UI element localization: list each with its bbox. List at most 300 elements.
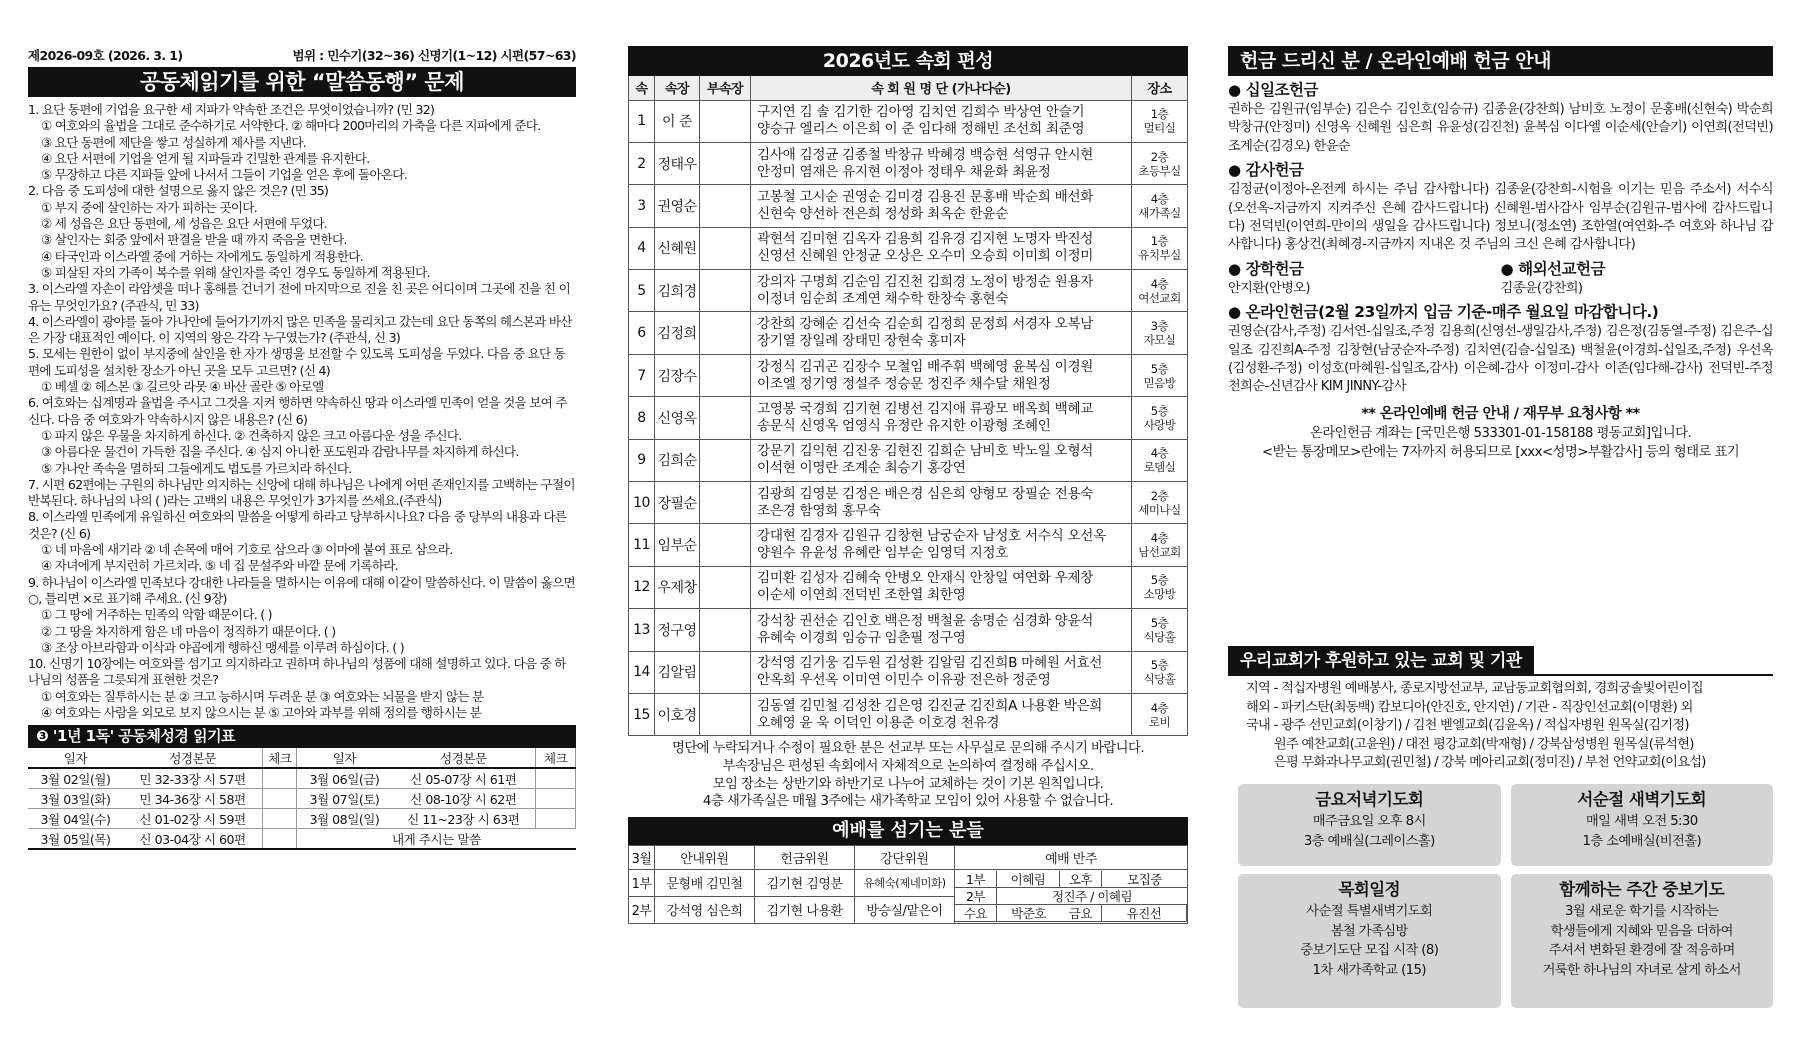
- cell-leader: 권영순: [655, 185, 700, 227]
- place-floor: 3층: [1150, 319, 1169, 334]
- place-room: 자모실: [1143, 333, 1176, 348]
- info-box: [1511, 874, 1774, 1008]
- schedule-cell: 민 32-33장 시 57편: [123, 768, 263, 789]
- members-line-1: 김동열 김민철 김성찬 김은영 김진균 김진희A 나용환 박은희: [757, 697, 1103, 714]
- place-room: 초등부실: [1138, 163, 1181, 178]
- members-line-1: 강의자 구명희 김순임 김진천 김희경 노정이 방정순 원용자: [757, 273, 1094, 290]
- cell-row: [629, 312, 1188, 354]
- question-option: ③ 살인자는 회중 앞에서 판결을 받을 때 까지 죽음을 면한다.: [41, 232, 347, 248]
- cell-place: [1132, 185, 1188, 227]
- cell-subleader: [700, 100, 751, 142]
- place-floor: 1층: [1150, 107, 1169, 122]
- members-line-1: 강정식 김귀곤 김장수 모철임 배주휘 백혜영 윤복심 이경원: [757, 358, 1094, 375]
- cell-place: [1132, 270, 1188, 312]
- info-box-line: 주셔서 변화된 환경에 잘 적응하며: [1548, 943, 1735, 958]
- cell-note: 부속장님은 편성된 속회에서 자체적으로 논의하여 결정해 주십시오.: [722, 758, 1094, 774]
- cell-subleader: [700, 185, 751, 227]
- cell-place: [1132, 439, 1188, 481]
- cell-members: [751, 312, 1132, 354]
- cell-row: [629, 270, 1188, 312]
- cell-header: 장소: [1132, 76, 1188, 100]
- cell-row: [629, 524, 1188, 566]
- schedule-cell: 3월 03일(화): [28, 789, 123, 809]
- online-memo-guide: <받는 통장메모>란에는 7자까지 허용되므로 [xxx<성명>부활감사] 등의 형태로 표기: [1261, 444, 1740, 460]
- support-line: 은평 무화과나무교회(권민철) / 강북 메아리교회(정미진) / 부천 언약교회(이요섭): [1246, 755, 1706, 770]
- question-text: 7. 시편 62편에는 구원의 하나님만 의지하는 신앙에 대해 하나님은 나에게 어떤 존재인지를 고백하는 구절이 반복된다. 하나님의 나의 ( )라는 고백의 내용은 무엇인가 3가지를 쓰세요.(주관식): [28, 476, 575, 509]
- cell-subleader: [700, 651, 751, 693]
- question-text: 8. 이스라엘 민족에게 유일하신 여호와의 말씀을 어떻게 하라고 당부하시나요? 다음 중 당부의 내용과 다른 것은? (신 6): [28, 509, 567, 541]
- info-box: [1511, 784, 1774, 866]
- cell-number: 5: [629, 270, 655, 312]
- cell-leader: 장필순: [655, 482, 700, 524]
- cell-leader: 임부순: [655, 524, 700, 566]
- place-floor: 5층: [1150, 403, 1169, 418]
- offering-list: [1228, 80, 1773, 462]
- cell-members: [751, 651, 1132, 693]
- cell-number: 15: [629, 693, 655, 735]
- question-text: 2. 다음 중 도피성에 대한 설명으로 옳지 않은 것은? (민 35): [28, 183, 329, 199]
- cell-members: [751, 566, 1132, 608]
- music-name-wed: 박준호: [997, 905, 1060, 922]
- cell-row: [629, 651, 1188, 693]
- schedule-cell[interactable]: [263, 768, 297, 789]
- cell-members: [751, 693, 1132, 735]
- members-line-1: 구지연 김 솔 김기한 김아영 김치연 김희수 박상연 안슬기: [757, 104, 1085, 121]
- schedule-cell: 3월 08일(일): [297, 809, 392, 829]
- cell-subleader: [700, 482, 751, 524]
- question-option: ① 부지 중에 살인하는 자가 피하는 곳이다.: [41, 199, 257, 215]
- quiz-question: [28, 656, 576, 721]
- cell-members: [751, 270, 1132, 312]
- schedule-row: [28, 809, 576, 829]
- music-part-wed: 수요: [955, 905, 997, 922]
- cell-title: 2026년도 속회 편성: [628, 46, 1188, 76]
- serve-guide-1: 문형배 김민철: [655, 869, 755, 896]
- members-line-1: 강대현 김경자 김원규 김창현 남궁순자 남성호 서수식 오선옥: [757, 528, 1106, 545]
- info-box-line: 봄철 가족심방: [1330, 923, 1408, 939]
- info-box-line: 매주금요일 오후 8시: [1312, 814, 1426, 829]
- question-option: ④ 자녀에게 부지런히 가르치라. ⑤ 네 집 문설주와 바깥 문에 기록하라.: [41, 558, 398, 574]
- members-line-2: 이정녀 임순희 조계연 채수학 한창숙 홍현숙: [757, 290, 1009, 307]
- members-line-2: 양원수 유윤성 유혜란 임부순 임영덕 지정호: [757, 545, 1009, 562]
- place-floor: 5층: [1150, 361, 1169, 376]
- place-room: 소망방: [1143, 587, 1176, 602]
- quiz-title: 공동체읽기를 위한 “말씀동행” 문제: [28, 67, 576, 97]
- members-line-2: 장기열 장일례 장태민 장현숙 홍미자: [757, 333, 966, 350]
- question-option: ② 그 땅을 차지하게 함은 네 마음이 정직하기 때문이다. ( ): [41, 623, 336, 639]
- thanks-heading: ● 감사헌금: [1228, 161, 1304, 180]
- quiz-question: [28, 575, 576, 656]
- cell-number: 2: [629, 142, 655, 184]
- cell-place: [1132, 142, 1188, 184]
- online-account: 온라인헌금 계좌는 [국민은행 533301-01-158188 평동교회]입니다.: [1309, 425, 1692, 441]
- cell-members: [751, 482, 1132, 524]
- members-line-2: 송문식 신영옥 엄영식 유정란 유지한 이광형 조혜인: [757, 417, 1051, 434]
- info-box-line: 사순절 특별새벽기도회: [1306, 904, 1433, 919]
- cell-leader: 신영옥: [655, 397, 700, 439]
- cell-row: [629, 354, 1188, 396]
- place-floor: 5층: [1150, 658, 1169, 673]
- info-box-line: 3층 예배실(그레이스홀): [1303, 833, 1435, 849]
- question-option: ⑤ 가나안 족속을 멸하되 그들에게도 법도를 가르치라 하신다.: [41, 460, 352, 476]
- serve-guide-2: 강석영 심은희: [655, 896, 755, 923]
- cell-members: [751, 354, 1132, 396]
- schedule-header: 성경본문: [123, 748, 263, 768]
- place-room: 세미나실: [1138, 502, 1181, 517]
- serve-offer-1: 김기현 김영분: [755, 869, 855, 896]
- place-room: 믿음방: [1143, 375, 1176, 390]
- scholarship-heading: ● 장학헌금: [1228, 259, 1304, 278]
- place-room: 식당홀: [1143, 629, 1176, 644]
- support-title: 우리교회가 후원하고 있는 교회 및 기관: [1228, 646, 1534, 676]
- question-option: ③ 요단 동편에 제단을 쌓고 성실하게 제사를 지낸다.: [41, 134, 306, 150]
- members-line-2: 안정미 염재은 유지현 이정아 정태우 채윤화 최윤정: [757, 163, 1051, 180]
- question-option: ① 파지 않은 우물을 차지하게 하신다. ② 건축하지 않은 크고 아름다운 성을 주신다.: [41, 427, 462, 443]
- members-line-2: 이석현 이영란 조계순 최승기 홍강연: [757, 460, 966, 477]
- place-room: 남선교회: [1138, 545, 1181, 560]
- cell-row: [629, 609, 1188, 651]
- offering-title: 헌금 드리신 분 / 온라인예배 헌금 안내: [1228, 46, 1773, 76]
- question-option: ① 여호와의 율법을 그대로 준수하기로 서약한다. ② 해마다 200마리의 가축을 다른 지파에게 준다.: [41, 118, 541, 134]
- cell-leader: 김희순: [655, 439, 700, 481]
- music-name-pm: 모집중: [1102, 871, 1187, 888]
- schedule-cell: 3월 05일(목): [28, 829, 123, 850]
- cell-place: [1132, 312, 1188, 354]
- cell-place: [1132, 651, 1188, 693]
- place-room: 유치부실: [1138, 248, 1181, 263]
- members-line-2: 유혜숙 이경희 임승규 임춘필 정구영: [757, 629, 966, 646]
- online-names: 권영순(감사,주정) 김서연-십일조,주정 김용희(신영선-생일감사,주정) 김은정(김동열-주정) 김은주-십일조 김진희A-주정 김창현(남궁순자-주정) 김치연(김슬-십일조) 백철윤(이경희-십일조,주정) 우선옥(김성환-주정) 이성호(마혜원-십일조,감사) 이은혜-감사 이정미-감사 이존(임다해-감사) 전덕빈-주정 천희순-신년감사 KIM JINNY-감사: [1228, 324, 1773, 395]
- schedule-cell: 민 34-36장 시 58편: [123, 789, 263, 809]
- cell-leader: 이 준: [655, 100, 700, 142]
- info-boxes: [1238, 784, 1773, 1008]
- place-floor: 4층: [1150, 700, 1169, 715]
- issue-number: 제2026-09호 (2026. 3. 1): [28, 48, 183, 63]
- schedule-cell: 신 08-10장 시 62편: [392, 789, 536, 809]
- schedule-cell: 3월 04일(수): [28, 809, 123, 829]
- members-line-1: 고봉철 고시순 권영순 김미경 김용진 문홍배 박순희 배선화: [757, 188, 1094, 205]
- cell-number: 13: [629, 609, 655, 651]
- serve-part-2: 2부: [629, 896, 655, 923]
- cell-place: [1132, 566, 1188, 608]
- reading-scope: 범위 : 민수기(32~36) 신명기(1~12) 시편(57~63): [292, 48, 576, 63]
- cell-row: [629, 397, 1188, 439]
- support-divider: [1228, 674, 1773, 676]
- place-room: 로뎀실: [1143, 460, 1176, 475]
- question-option: ① 그 땅에 거주하는 민족의 악함 때문이다. ( ): [41, 607, 272, 623]
- cell-members: [751, 185, 1132, 227]
- cell-subleader: [700, 270, 751, 312]
- members-line-1: 강문기 김익현 김진웅 김현진 김희순 남비호 박노일 오형석: [757, 443, 1094, 460]
- question-text: 6. 여호와는 십계명과 율법을 주시고 그것을 지켜 행하면 약속하신 땅과 이스라엘 민족이 얻을 것을 보여 주신다. 다음 중 여호와가 약속하시지 않은 내용은? (신 6): [28, 395, 567, 427]
- cell-number: 10: [629, 482, 655, 524]
- question-option: ② 세 성읍은 요단 동편에, 세 성읍은 요단 서편에 두었다.: [41, 216, 328, 232]
- tithe-names: 권하은 김원규(임부순) 김은수 김인호(임승규) 김종윤(강찬희) 남비호 노정이 문홍배(신현숙) 박순희 박창규(안정미) 신영옥 신혜원 심은희 유윤성(김진천) 윤복심 이다엘 이순세(안슬기) 이연희(전덕빈) 조계순(김경오) 한윤순: [1228, 102, 1773, 154]
- serve-head-guide: 안내위원: [655, 845, 755, 869]
- members-line-1: 강석창 권선순 김인호 백은정 백철윤 송명순 심경화 양윤석: [757, 612, 1094, 629]
- members-line-2: 신현숙 양선하 전은희 정성화 최옥순 한윤순: [757, 205, 1009, 222]
- question-option: ③ 아름다운 물건이 가득한 집을 주신다. ④ 심지 아니한 포도원과 감람나무를 차지하게 하신다.: [41, 444, 519, 460]
- info-box-line: 중보기도단 모집 시작 (8): [1300, 943, 1439, 958]
- info-box-line: 1차 새가족학교 (15): [1312, 962, 1426, 978]
- cell-number: 8: [629, 397, 655, 439]
- cell-subleader: [700, 312, 751, 354]
- cell-notes: [628, 740, 1188, 810]
- place-floor: 2층: [1150, 488, 1169, 503]
- cell-place: [1132, 227, 1188, 269]
- cell-subleader: [700, 227, 751, 269]
- cell-number: 9: [629, 439, 655, 481]
- place-floor: 5층: [1150, 615, 1169, 630]
- question-option: ④ 요단 서편에 기업을 얻게 될 지파들과 긴밀한 관계를 유지한다.: [41, 150, 370, 166]
- members-line-1: 곽현석 김미현 김옥자 김용희 김유경 김지현 노명자 박진성: [757, 231, 1094, 248]
- online-heading: ● 온라인헌금(2월 23일까지 입금 기준-매주 월요일 마감합니다.): [1228, 303, 1659, 322]
- schedule-cell[interactable]: [536, 789, 576, 809]
- cell-note: 명단에 누락되거나 수정이 필요한 분은 선교부 또는 사무실로 문의해 주시기 바랍니다.: [672, 741, 1144, 757]
- info-box: [1238, 784, 1501, 866]
- cell-leader: 정구영: [655, 609, 700, 651]
- cell-row: [629, 693, 1188, 735]
- cell-note: 4층 새가족실은 매월 3주에는 새가족학교 모임이 있어 사용할 수 없습니다.: [702, 794, 1114, 810]
- cell-place: [1132, 482, 1188, 524]
- place-room: 멀티실: [1143, 121, 1176, 136]
- quiz-question: [28, 509, 576, 574]
- support-line: 해외 - 파키스탄(최동백) 캄보디아(안진호, 안지연) / 기관 - 직장인선교회(이명환) 외: [1246, 699, 1693, 715]
- schedule-cell: 3월 07일(토): [297, 789, 392, 809]
- music-part-2: 2부: [955, 888, 997, 905]
- cell-subleader: [700, 439, 751, 481]
- schedule-cell[interactable]: [263, 829, 297, 850]
- question-option: ③ 조상 아브라함과 이삭과 야곱에게 행하신 맹세를 이루려 하심이다. ( ): [41, 639, 404, 655]
- schedule-header: 일자: [297, 748, 392, 768]
- place-floor: 4층: [1150, 276, 1169, 291]
- schedule-row: [28, 829, 576, 850]
- music-name-fri: 유진선: [1102, 905, 1187, 922]
- cell-leader: 우제창: [655, 566, 700, 608]
- quiz-question: [28, 183, 576, 281]
- cell-number: 6: [629, 312, 655, 354]
- quiz-question: [28, 395, 576, 476]
- cell-note: 모임 장소는 상반기와 하반기로 나누어 교체하는 것이 기본 원칙입니다.: [712, 776, 1104, 792]
- cell-number: 3: [629, 185, 655, 227]
- members-line-2: 이순세 이연희 전덕빈 조한열 최한영: [757, 587, 966, 604]
- quiz-question: [28, 102, 576, 183]
- cell-members: [751, 397, 1132, 439]
- issue-line: [28, 46, 576, 64]
- cell-place: [1132, 397, 1188, 439]
- serve-altar-2: 방승실/맡은이: [855, 896, 955, 923]
- question-option: ④ 타국인과 이스라엘 중에 거하는 자에게도 동일하게 적용한다.: [41, 248, 363, 264]
- question-text: 9. 하나님이 이스라엘 민족보다 강대한 나라들을 멸하시는 이유에 대해 이같이 말씀하신다. 이 말씀이 옳으면 ○, 틀리면 ×로 표기해 주세요. (신 9장): [28, 574, 575, 606]
- question-option: ④ 여호와는 사람을 외모로 보지 않으시는 분 ⑤ 고아와 과부를 위해 정의를 행하시는 분: [41, 704, 482, 720]
- cell-leader: 정태우: [655, 142, 700, 184]
- music-name-1: 이혜림: [997, 871, 1060, 888]
- mission-heading: ● 해외선교헌금: [1500, 259, 1605, 278]
- quiz-question: [28, 477, 576, 510]
- place-room: 새가족실: [1138, 205, 1181, 220]
- place-room: 여선교회: [1138, 290, 1181, 305]
- music-part-pm: 오후: [1060, 871, 1102, 888]
- cell-number: 11: [629, 524, 655, 566]
- cell-place: [1132, 354, 1188, 396]
- cell-table: [628, 76, 1188, 736]
- members-line-1: 김광희 김영분 김정은 배은경 심은희 양형모 장필순 전용숙: [757, 485, 1094, 502]
- place-floor: 2층: [1150, 149, 1169, 164]
- info-box-line: 1층 소예배실(비전홀): [1582, 833, 1702, 849]
- serve-head-offer: 헌금위원: [755, 845, 855, 869]
- cell-leader: 김장수: [655, 354, 700, 396]
- cell-row: [629, 482, 1188, 524]
- question-text: 10. 신명기 10장에는 여호와를 섬기고 의지하라고 권하며 하나님의 성품에 대해 설명하고 있다. 다음 중 하나님의 성품을 그릇되게 표현한 것은?: [28, 656, 566, 688]
- cell-number: 1: [629, 100, 655, 142]
- cell-number: 14: [629, 651, 655, 693]
- schedule-cell[interactable]: [536, 809, 576, 829]
- info-box-line: 3월 새로운 학기를 시작하는: [1565, 904, 1719, 919]
- serve-part-1: 1부: [629, 869, 655, 896]
- question-text: 3. 이스라엘 자손이 라암셋을 떠나 홍해를 건너기 전에 마지막으로 진을 친 곳은 어디이며 그곳에 진을 친 이유는 무엇인가요? (주관식, 민 33): [28, 281, 571, 313]
- support-line: 지역 - 적십자병원 예배봉사, 종로지방선교부, 교남동교회협의회, 경희궁솔빛어린이집: [1246, 681, 1703, 696]
- info-box: [1238, 874, 1501, 1008]
- info-box-line: 거룩한 하나님의 자녀로 살게 하소서: [1542, 962, 1741, 978]
- question-text: 5. 모세는 원한이 없이 부지중에 살인을 한 자가 생명을 보전할 수 있도록 도피성을 두었다. 다음 중 요단 동편에 도피성을 설치한 장소가 아닌 곳을 모두 고르면? (신 4): [28, 346, 566, 378]
- place-room: 로비: [1148, 714, 1171, 729]
- cell-leader: 신혜원: [655, 227, 700, 269]
- serve-music: [955, 869, 1188, 923]
- support-line: 국내 - 광주 선민교회(이창기) / 김천 벧엘교회(김윤옥) / 적십자병원 원목실(김기정): [1246, 718, 1689, 733]
- cell-leader: 김희경: [655, 270, 700, 312]
- support-list: [1246, 680, 1773, 773]
- cell-header: 속장: [655, 76, 700, 100]
- schedule-cell: 신 05-07장 시 61편: [392, 768, 536, 789]
- cell-leader: 김알림: [655, 651, 700, 693]
- schedule-title: ❸ '1년 1독' 공동체성경 읽기표: [28, 725, 576, 748]
- music-name-2: 정진주 / 이혜림: [997, 888, 1187, 905]
- members-line-1: 김사애 김정균 김종철 박창규 박혜경 백승현 석영규 안시현: [757, 146, 1094, 163]
- place-floor: 5층: [1150, 573, 1169, 588]
- info-box-title: 서순절 새벽기도회: [1577, 790, 1707, 809]
- members-line-2: 조은경 함영희 홍무숙: [757, 502, 881, 519]
- cell-row: [629, 227, 1188, 269]
- question-option: ① 여호와는 질투하시는 분 ② 크고 능하시며 두려운 분 ③ 여호와는 뇌물을 받지 않는 분: [41, 688, 484, 704]
- online-info: [1228, 405, 1773, 462]
- schedule-row: [28, 789, 576, 809]
- info-box-title: 함께하는 주간 중보기도: [1559, 880, 1725, 899]
- place-floor: 4층: [1150, 191, 1169, 206]
- info-box-line: 매일 새벽 오전 5:30: [1585, 814, 1698, 829]
- question-text: 1. 요단 동편에 기업을 요구한 세 지파가 약속한 조건은 무엇이었습니까? (민 32): [28, 102, 435, 117]
- cell-subleader: [700, 142, 751, 184]
- place-floor: 1층: [1150, 234, 1169, 249]
- info-box-title: 금요저녁기도회: [1315, 790, 1424, 809]
- serve-table: [628, 845, 1188, 924]
- members-line-2: 오혜영 윤 욱 이덕인 이용준 이호경 천유경: [757, 714, 1000, 731]
- question-option: ⑤ 피살된 자의 가족이 복수를 위해 살인자를 죽인 경우도 동일하게 적용된다.: [41, 264, 430, 280]
- members-line-1: 김미환 김성자 김혜숙 안병오 안재식 안창일 여연화 우제창: [757, 570, 1094, 587]
- serve-head-music: 예배 반주: [955, 845, 1188, 869]
- quiz-questions: [28, 102, 576, 721]
- music-part-fri: 금요: [1060, 905, 1102, 922]
- cell-row: [629, 185, 1188, 227]
- serve-month: 3월: [629, 845, 655, 869]
- schedule-header: 성경본문: [392, 748, 536, 768]
- support-line: 원주 예찬교회(고윤원) / 대전 평강교회(박재형) / 강북삼성병원 원목실(류석현): [1246, 736, 1694, 752]
- serve-title: 예배를 섬기는 분들: [628, 817, 1188, 845]
- question-option: ① 베셀 ② 헤스본 ③ 길르앗 라못 ④ 바산 골란 ⑤ 아로엘: [41, 379, 324, 395]
- quiz-question: [28, 314, 576, 347]
- cell-place: [1132, 100, 1188, 142]
- question-option: ① 네 마음에 새기라 ② 네 손목에 매어 기호로 삼으라 ③ 이마에 붙여 표로 삼으라.: [41, 542, 453, 558]
- schedule-header: 체크: [263, 748, 297, 768]
- schedule-header: 체크: [536, 748, 576, 768]
- cell-row: [629, 566, 1188, 608]
- tithe-heading: ● 십일조헌금: [1228, 81, 1318, 99]
- members-line-1: 강석영 김기웅 김두원 김성환 김알림 김진희B 마혜원 서효선: [757, 655, 1103, 672]
- members-line-2: 양승규 엘리스 이은희 이 준 임다해 정해빈 조선희 최준영: [757, 121, 1085, 138]
- cell-row: [629, 142, 1188, 184]
- cell-subleader: [700, 693, 751, 735]
- cell-leader: 이호경: [655, 693, 700, 735]
- info-box-line: 학생들에게 지혜와 믿음을 더하여: [1550, 923, 1733, 939]
- cell-subleader: [700, 524, 751, 566]
- members-line-1: 고영봉 국경희 김기현 김병선 김지애 류광모 배옥희 백혜교: [757, 400, 1094, 417]
- cell-members: [751, 439, 1132, 481]
- info-box-title: 목회일정: [1338, 880, 1401, 899]
- cell-members: [751, 142, 1132, 184]
- schedule-cell[interactable]: [263, 789, 297, 809]
- cell-members: [751, 609, 1132, 651]
- schedule-cell[interactable]: [263, 809, 297, 829]
- cell-row: [629, 100, 1188, 142]
- cell-header: 속: [629, 76, 655, 100]
- serve-altar-1: 유혜숙(제네미화): [855, 869, 955, 896]
- serve-head-altar: 강단위원: [855, 845, 955, 869]
- cell-members: [751, 524, 1132, 566]
- scholarship-names: 안지환(안병오): [1228, 280, 1310, 296]
- cell-header: 속 회 원 명 단 (가나다순): [751, 76, 1132, 100]
- schedule-header: 일자: [28, 748, 123, 768]
- mission-names: 김종윤(강찬희): [1500, 280, 1583, 296]
- question-text: 4. 이스라엘이 광야를 돌아 가나안에 들어가기까지 많은 민족을 물리치고 갔는데 요단 동쪽의 헤스본과 바산은 가장 대표적인 예이다. 이 지역의 왕은 각각 누구였는가? (주관식, 신 3): [28, 313, 572, 346]
- cell-header: 부속장: [700, 76, 751, 100]
- cell-place: [1132, 609, 1188, 651]
- schedule-cell: 신 01-02장 시 59편: [123, 809, 263, 829]
- cell-subleader: [700, 566, 751, 608]
- members-line-2: 안옥희 우선옥 이미연 이민수 이유광 전은하 정준영: [757, 672, 1051, 689]
- cell-place: [1132, 693, 1188, 735]
- members-line-2: 신영선 신혜원 안정균 오상은 오수미 오승희 이미희 이정미: [757, 248, 1094, 265]
- cell-members: [751, 227, 1132, 269]
- schedule-cell: 3월 06일(금): [297, 768, 392, 789]
- quiz-column: [28, 46, 576, 850]
- schedule-cell[interactable]: [536, 768, 576, 789]
- cell-subleader: [700, 397, 751, 439]
- cell-number: 7: [629, 354, 655, 396]
- schedule-cell: 내게 주시는 말씀: [297, 829, 576, 850]
- reading-schedule-table: [28, 748, 576, 850]
- music-part-1: 1부: [955, 871, 997, 888]
- place-floor: 4층: [1150, 531, 1169, 546]
- cell-column: [628, 46, 1188, 924]
- place-floor: 4층: [1150, 446, 1169, 461]
- schedule-cell: 3월 02일(월): [28, 768, 123, 789]
- online-info-heading: ** 온라인예배 헌금 안내 / 재무부 요청사항 **: [1361, 405, 1640, 422]
- cell-place: [1132, 524, 1188, 566]
- schedule-cell: 신 03-04장 시 60편: [123, 829, 263, 850]
- members-line-2: 이조엘 정기영 정설주 정승문 정진주 채수달 채원정: [757, 375, 1051, 392]
- cell-number: 4: [629, 227, 655, 269]
- quiz-question: [28, 281, 576, 314]
- cell-subleader: [700, 609, 751, 651]
